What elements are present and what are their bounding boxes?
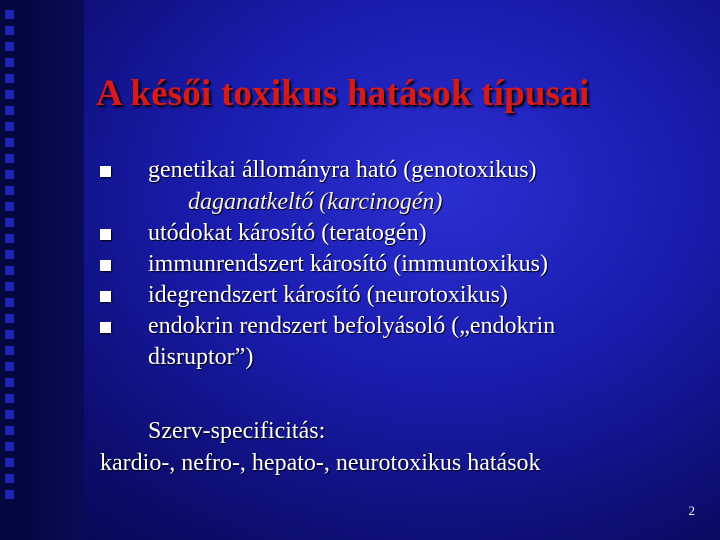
square-bullet-icon xyxy=(100,166,111,177)
strip-square xyxy=(5,362,14,371)
strip-square xyxy=(5,458,14,467)
strip-square xyxy=(5,154,14,163)
strip-square xyxy=(5,218,14,227)
strip-square xyxy=(5,346,14,355)
strip-square xyxy=(5,250,14,259)
bullet-list xyxy=(100,155,700,373)
strip-square xyxy=(5,394,14,403)
left-dark-band xyxy=(22,0,84,540)
strip-square xyxy=(5,298,14,307)
bullet-item-immunotoxic xyxy=(100,249,700,280)
strip-square xyxy=(5,426,14,435)
strip-square xyxy=(5,58,14,67)
strip-square xyxy=(5,90,14,99)
bullet-text-continuation: disruptor”) xyxy=(148,344,254,370)
strip-square xyxy=(5,282,14,291)
strip-square xyxy=(5,170,14,179)
strip-square xyxy=(5,314,14,323)
strip-square xyxy=(5,42,14,51)
strip-square xyxy=(5,202,14,211)
square-bullet-icon xyxy=(100,291,111,302)
organ-specificity-list: kardio-, nefro-, hepato-, neurotoxikus hatások xyxy=(100,450,541,476)
strip-square xyxy=(5,378,14,387)
bullet-item-genotoxic xyxy=(100,155,700,186)
bullet-text: idegrendszert károsító (neurotoxikus) xyxy=(148,282,508,308)
bullet-text: immunrendszert károsító (immuntoxikus) xyxy=(148,251,548,277)
square-bullet-icon xyxy=(100,322,111,333)
decorative-square-strip xyxy=(0,0,22,540)
bullet-text: utódokat károsító (teratogén) xyxy=(148,220,427,246)
strip-square xyxy=(5,234,14,243)
strip-square xyxy=(5,490,14,499)
strip-square xyxy=(5,266,14,275)
strip-square xyxy=(5,138,14,147)
bullet-item-endocrine xyxy=(100,311,700,373)
strip-square xyxy=(5,10,14,19)
strip-square xyxy=(5,474,14,483)
strip-square xyxy=(5,26,14,35)
strip-square xyxy=(5,122,14,131)
page-number: 2 xyxy=(688,503,695,518)
slide-title: A késői toxikus hatások típusai xyxy=(96,73,590,114)
strip-square xyxy=(5,106,14,115)
bullet-subitem-carcinogenic: daganatkeltő (karcinogén) xyxy=(188,189,443,215)
strip-square xyxy=(5,410,14,419)
bullet-item-neurotoxic xyxy=(100,280,700,311)
strip-square xyxy=(5,330,14,339)
organ-specificity-heading: Szerv-specificitás: xyxy=(148,418,326,444)
strip-square xyxy=(5,442,14,451)
bullet-text: endokrin rendszert befolyásoló („endokrin xyxy=(148,313,556,339)
square-bullet-icon xyxy=(100,229,111,240)
strip-square xyxy=(5,186,14,195)
strip-square xyxy=(5,74,14,83)
square-bullet-icon xyxy=(100,260,111,271)
bullet-item-teratogenic xyxy=(100,218,700,249)
bullet-text: genetikai állományra ható (genotoxikus) xyxy=(148,157,537,183)
